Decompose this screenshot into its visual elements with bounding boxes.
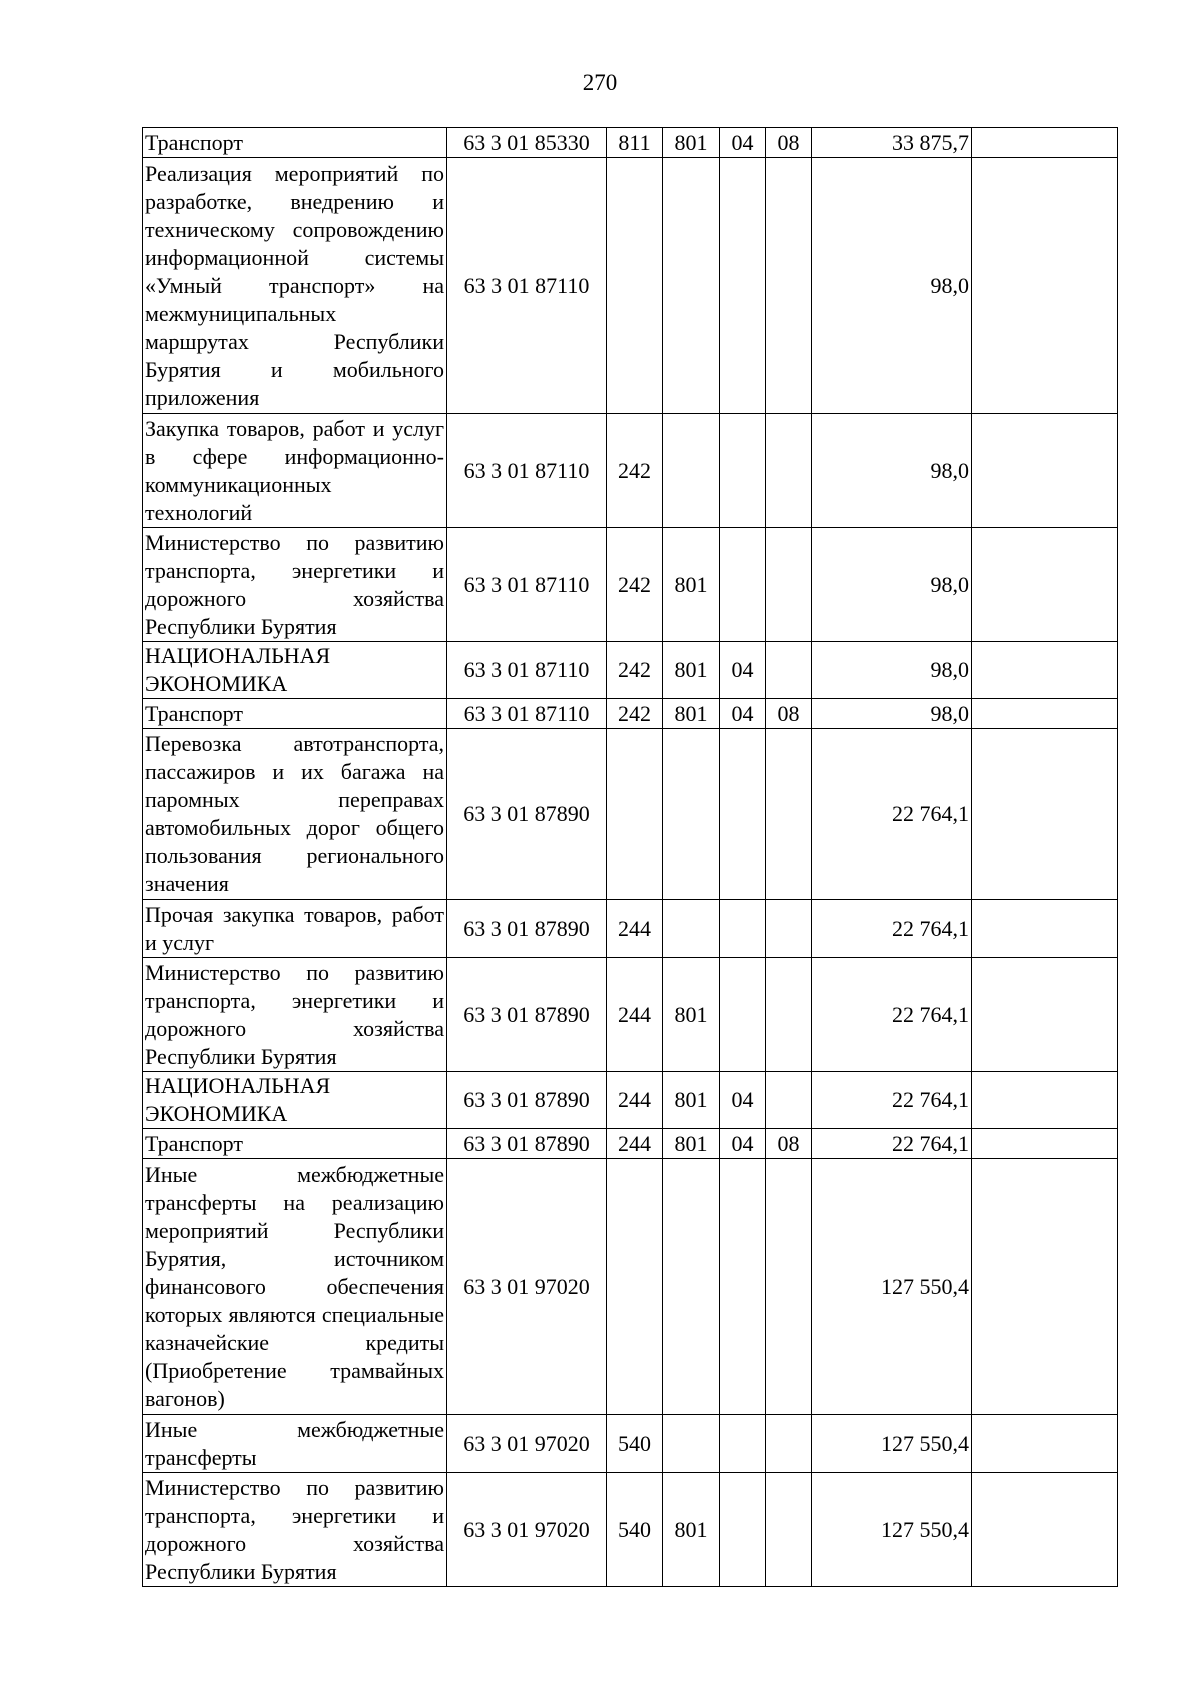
amount-cell: 127 550,4 (812, 1415, 972, 1473)
row-name-cell: Транспорт (143, 128, 447, 158)
target-article-cell: 63 3 01 97020 (447, 1473, 607, 1587)
row-name-cell: НАЦИОНАЛЬНАЯ ЭКОНОМИКА (143, 1072, 447, 1129)
target-article-cell: 63 3 01 85330 (447, 128, 607, 158)
row-name-cell: Закупка товаров, работ и услуг в сфере информационно-коммуникационных технологий (143, 414, 447, 528)
row-name-cell: Иные межбюджетные трансферты (143, 1415, 447, 1473)
ministry-code-cell (663, 158, 720, 414)
section-cell (720, 729, 766, 900)
section-cell (720, 158, 766, 414)
subsection-cell (766, 1072, 812, 1129)
subsection-cell (766, 729, 812, 900)
page-number: 270 (582, 70, 618, 95)
table-row (143, 414, 1118, 528)
ministry-code-cell: 801 (663, 642, 720, 699)
table-row (143, 642, 1118, 699)
amount-cell: 22 764,1 (812, 1072, 972, 1129)
table-row (143, 158, 1118, 414)
ministry-code-cell (663, 414, 720, 528)
target-article-cell: 63 3 01 87110 (447, 699, 607, 729)
amount-cell: 22 764,1 (812, 900, 972, 958)
expense-type-cell: 540 (607, 1415, 663, 1473)
expense-type-cell: 242 (607, 699, 663, 729)
ministry-code-cell: 801 (663, 699, 720, 729)
row-name-cell: Транспорт (143, 699, 447, 729)
expense-type-cell: 244 (607, 958, 663, 1072)
amount-cell: 98,0 (812, 414, 972, 528)
section-cell (720, 1415, 766, 1473)
budget-table (142, 127, 1118, 1587)
subsection-cell: 08 (766, 128, 812, 158)
subsection-cell (766, 900, 812, 958)
subsection-cell (766, 1415, 812, 1473)
expense-type-cell (607, 158, 663, 414)
row-name-cell: Министерство по развитию транспорта, энергетики и дорожного хозяйства Республики Бурятия (143, 1473, 447, 1587)
section-cell (720, 958, 766, 1072)
ministry-code-cell: 801 (663, 958, 720, 1072)
extra-cell (972, 1159, 1118, 1415)
ministry-code-cell (663, 1415, 720, 1473)
expense-type-cell: 540 (607, 1473, 663, 1587)
target-article-cell: 63 3 01 87890 (447, 1129, 607, 1159)
amount-cell: 127 550,4 (812, 1473, 972, 1587)
row-name-cell: Транспорт (143, 1129, 447, 1159)
ministry-code-cell: 801 (663, 1129, 720, 1159)
expense-type-cell: 242 (607, 642, 663, 699)
ministry-code-cell: 801 (663, 528, 720, 642)
expense-type-cell (607, 1159, 663, 1415)
ministry-code-cell (663, 1159, 720, 1415)
section-cell (720, 414, 766, 528)
row-name-cell: Министерство по развитию транспорта, энергетики и дорожного хозяйства Республики Бурятия (143, 528, 447, 642)
section-cell (720, 1473, 766, 1587)
table-row (143, 729, 1118, 900)
row-name-cell: Министерство по развитию транспорта, энергетики и дорожного хозяйства Республики Бурятия (143, 958, 447, 1072)
table-row (143, 958, 1118, 1072)
expense-type-cell: 244 (607, 1129, 663, 1159)
subsection-cell (766, 414, 812, 528)
amount-cell: 22 764,1 (812, 729, 972, 900)
subsection-cell (766, 642, 812, 699)
subsection-cell: 08 (766, 699, 812, 729)
extra-cell (972, 1415, 1118, 1473)
table-row (143, 128, 1118, 158)
table-row (143, 699, 1118, 729)
table-row (143, 1072, 1118, 1129)
section-cell: 04 (720, 1072, 766, 1129)
subsection-cell: 08 (766, 1129, 812, 1159)
section-cell: 04 (720, 642, 766, 699)
section-cell (720, 528, 766, 642)
ministry-code-cell: 801 (663, 128, 720, 158)
row-name-cell: Перевозка автотранспорта, пассажиров и их багажа на паромных переправах автомобильных дорог общего пользования регионального значения (143, 729, 447, 900)
section-cell: 04 (720, 699, 766, 729)
row-name-cell: Прочая закупка товаров, работ и услуг (143, 900, 447, 958)
table-row (143, 528, 1118, 642)
expense-type-cell: 242 (607, 528, 663, 642)
subsection-cell (766, 1473, 812, 1587)
expense-type-cell: 811 (607, 128, 663, 158)
extra-cell (972, 414, 1118, 528)
table-row (143, 1415, 1118, 1473)
extra-cell (972, 158, 1118, 414)
table-row (143, 1129, 1118, 1159)
extra-cell (972, 1129, 1118, 1159)
extra-cell (972, 958, 1118, 1072)
table-row (143, 1159, 1118, 1415)
amount-cell: 22 764,1 (812, 958, 972, 1072)
extra-cell (972, 699, 1118, 729)
target-article-cell: 63 3 01 97020 (447, 1159, 607, 1415)
table-row (143, 900, 1118, 958)
amount-cell: 98,0 (812, 642, 972, 699)
expense-type-cell: 244 (607, 900, 663, 958)
section-cell: 04 (720, 128, 766, 158)
expense-type-cell (607, 729, 663, 900)
amount-cell: 98,0 (812, 699, 972, 729)
target-article-cell: 63 3 01 87110 (447, 528, 607, 642)
extra-cell (972, 900, 1118, 958)
extra-cell (972, 1072, 1118, 1129)
extra-cell (972, 729, 1118, 900)
ministry-code-cell (663, 729, 720, 900)
extra-cell (972, 642, 1118, 699)
section-cell: 04 (720, 1129, 766, 1159)
subsection-cell (766, 158, 812, 414)
extra-cell (972, 528, 1118, 642)
row-name-cell: НАЦИОНАЛЬНАЯ ЭКОНОМИКА (143, 642, 447, 699)
target-article-cell: 63 3 01 87890 (447, 900, 607, 958)
row-name-cell: Реализация мероприятий по разработке, внедрению и техническому сопровождению информационной системы «Умный транспорт» на межмуниципальных маршрутах Республики Бурятия и мобильного приложения (143, 158, 447, 414)
target-article-cell: 63 3 01 87890 (447, 958, 607, 1072)
ministry-code-cell: 801 (663, 1072, 720, 1129)
amount-cell: 33 875,7 (812, 128, 972, 158)
target-article-cell: 63 3 01 87110 (447, 414, 607, 528)
table-body (143, 128, 1118, 1587)
target-article-cell: 63 3 01 87110 (447, 642, 607, 699)
target-article-cell: 63 3 01 87890 (447, 1072, 607, 1129)
amount-cell: 22 764,1 (812, 1129, 972, 1159)
ministry-code-cell: 801 (663, 1473, 720, 1587)
amount-cell: 98,0 (812, 528, 972, 642)
amount-cell: 98,0 (812, 158, 972, 414)
target-article-cell: 63 3 01 97020 (447, 1415, 607, 1473)
row-name-cell: Иные межбюджетные трансферты на реализацию мероприятий Республики Бурятия, источником финансового обеспечения которых являются специальные казначейские кредиты (Приобретение трамвайных вагонов) (143, 1159, 447, 1415)
extra-cell (972, 128, 1118, 158)
target-article-cell: 63 3 01 87110 (447, 158, 607, 414)
subsection-cell (766, 528, 812, 642)
section-cell (720, 1159, 766, 1415)
amount-cell: 127 550,4 (812, 1159, 972, 1415)
target-article-cell: 63 3 01 87890 (447, 729, 607, 900)
subsection-cell (766, 1159, 812, 1415)
table-row (143, 1473, 1118, 1587)
ministry-code-cell (663, 900, 720, 958)
expense-type-cell: 244 (607, 1072, 663, 1129)
subsection-cell (766, 958, 812, 1072)
extra-cell (972, 1473, 1118, 1587)
section-cell (720, 900, 766, 958)
expense-type-cell: 242 (607, 414, 663, 528)
